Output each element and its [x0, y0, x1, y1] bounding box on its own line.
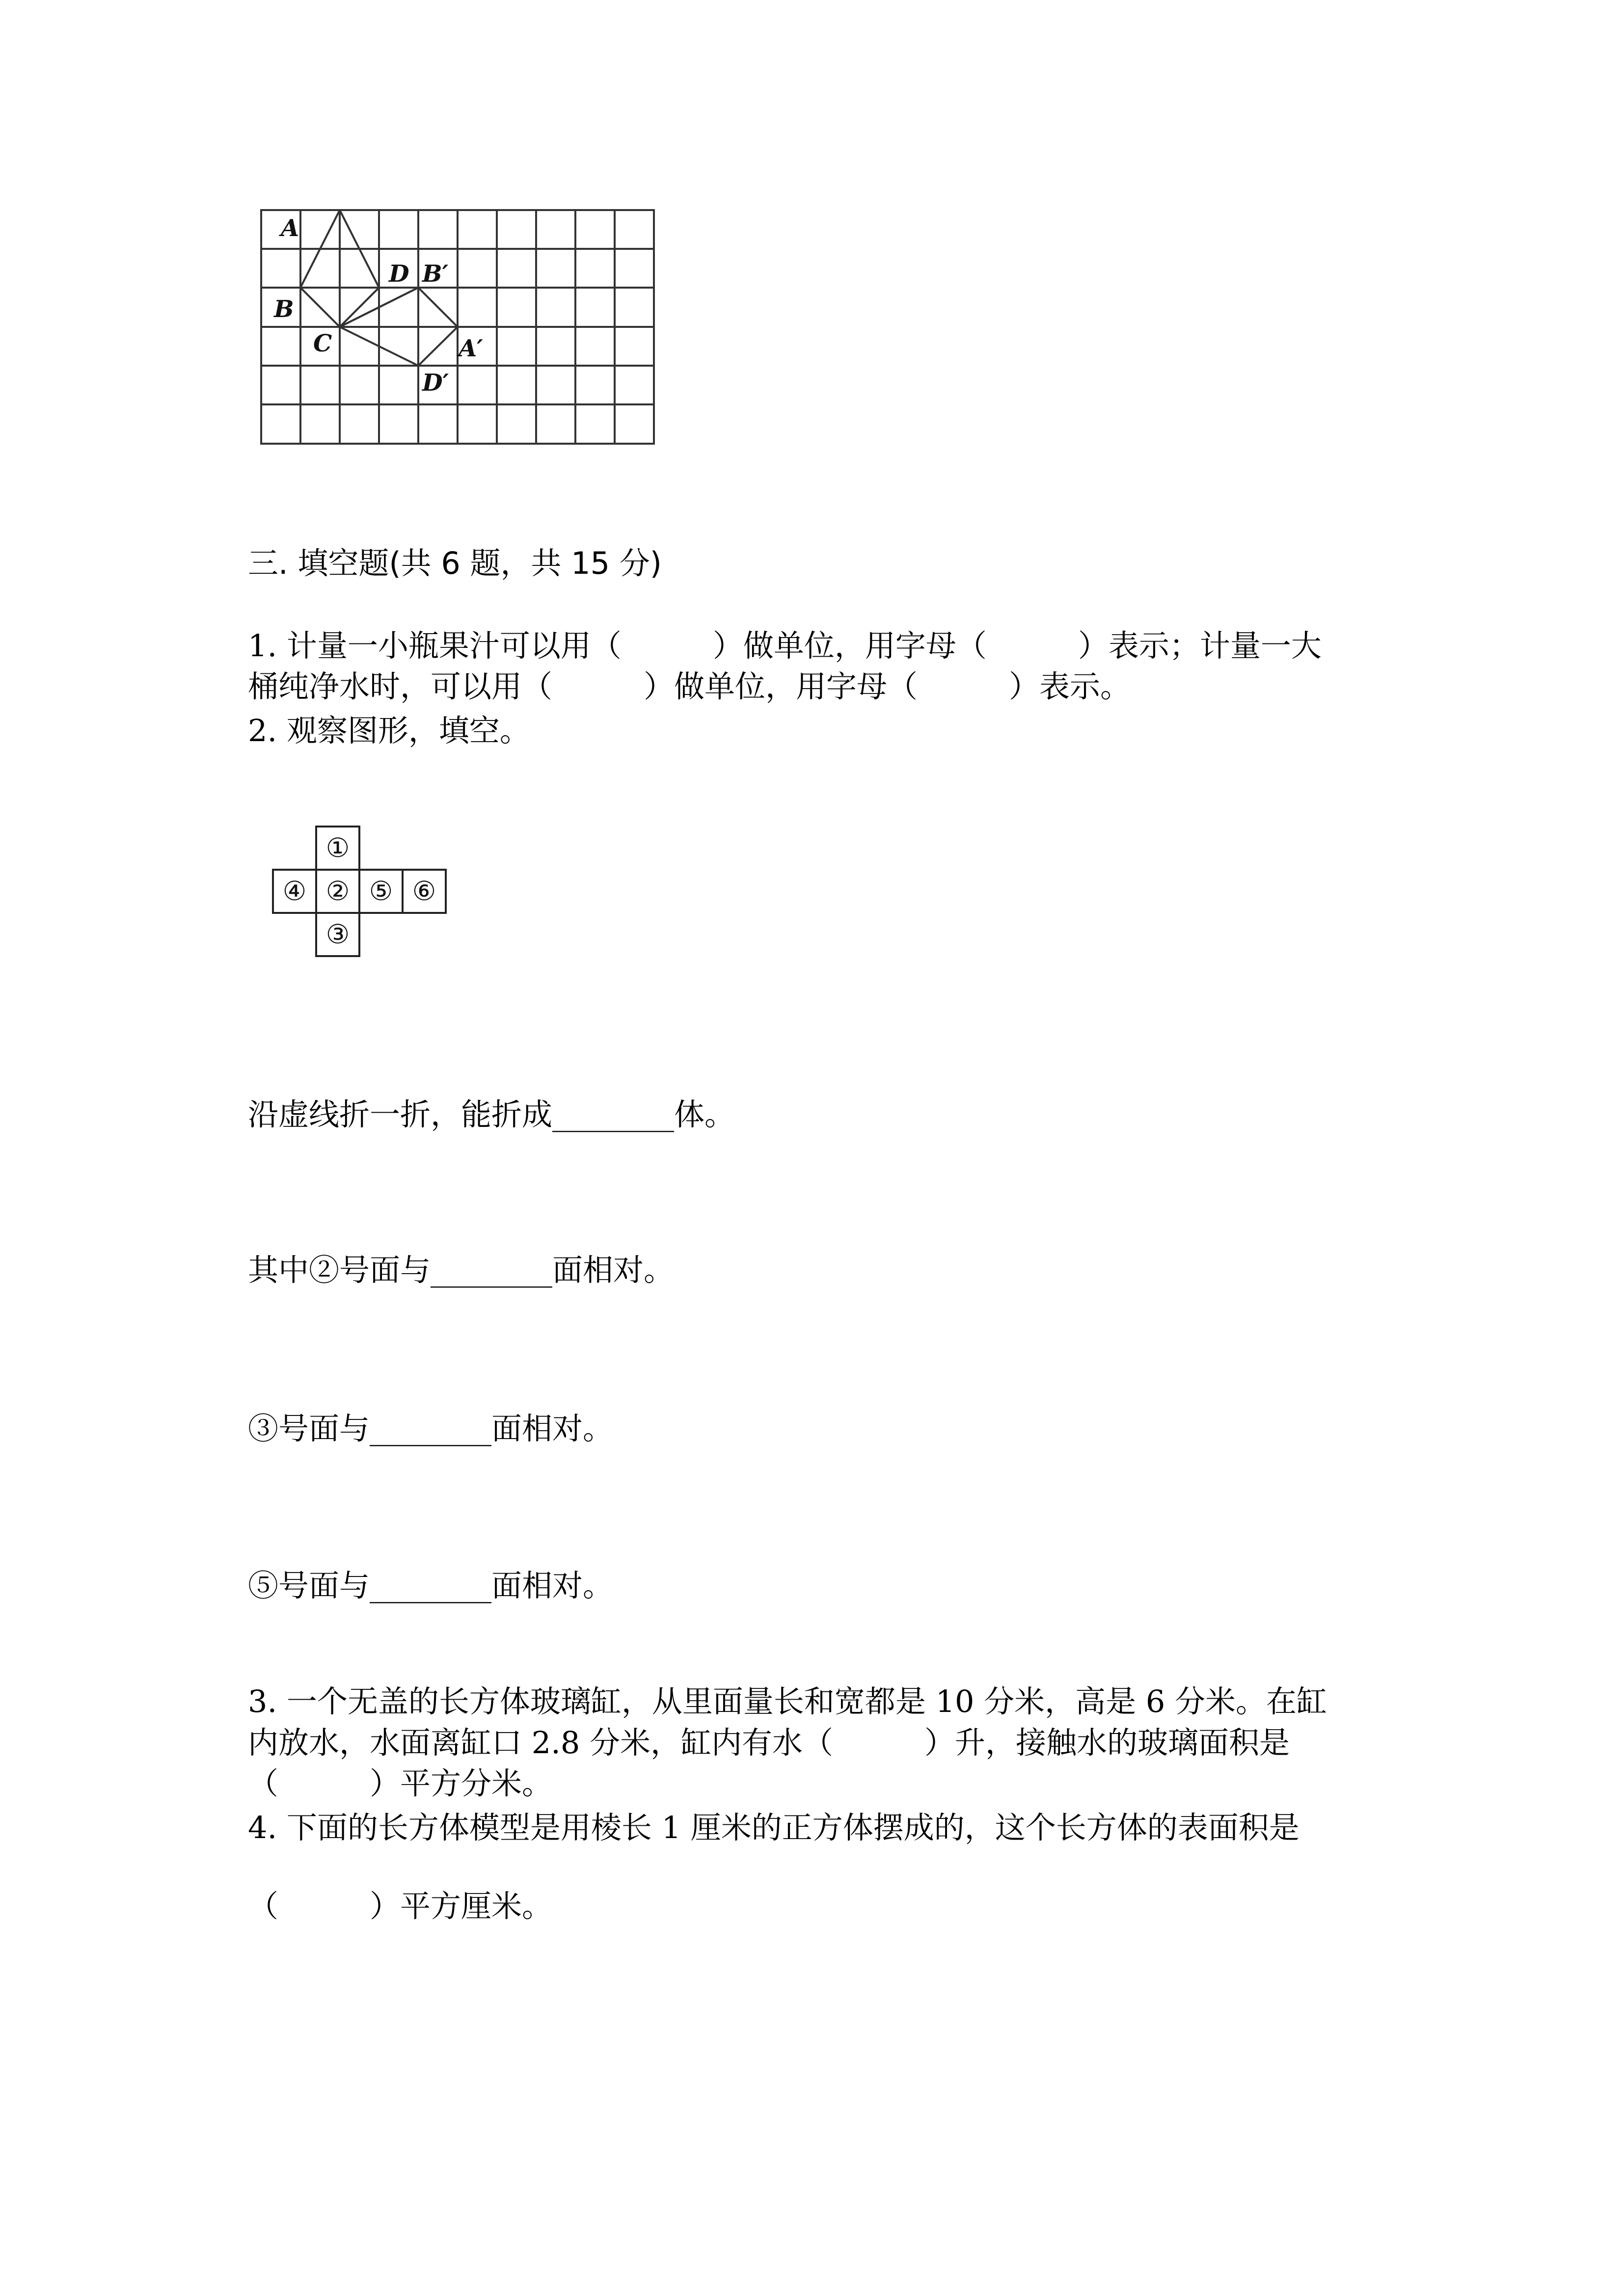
q4-line1: 4. 下面的长方体模型是用棱长 1 厘米的正方体摆成的，这个长方体的表面积是	[248, 1810, 1299, 1845]
q3-line1: 3. 一个无盖的长方体玻璃缸，从里面量长和宽都是 10 分米，高是 6 分米。在缸	[248, 1683, 1327, 1719]
q1-line1: 1. 计量一小瓶果汁可以用（ ）做单位，用字母（ ）表示；计量一大	[248, 628, 1322, 664]
net-face-3: ③	[325, 919, 350, 950]
label-b-prime: B′	[422, 260, 449, 288]
q2-fill-face5: ⑤号面与________面相对。	[248, 1568, 614, 1603]
q3-line2: 内放水，水面离缸口 2.8 分米，缸内有水（ ）升，接触水的玻璃面积是	[248, 1725, 1290, 1761]
net-face-2: ②	[325, 876, 350, 907]
label-d-prime: D′	[422, 369, 449, 397]
net-face-4: ④	[282, 876, 307, 907]
net-face-1: ①	[325, 832, 350, 863]
q4-line2: （ ）平方厘米。	[248, 1888, 553, 1924]
q2-fill-face2: 其中②号面与________面相对。	[248, 1252, 675, 1288]
q2-title: 2. 观察图形，填空。	[248, 713, 530, 748]
q2-fill-face3: ③号面与________面相对。	[248, 1411, 614, 1446]
q3-line3: （ ）平方分米。	[248, 1765, 553, 1801]
q2-fill-shape: 沿虚线折一折，能折成________体。	[248, 1096, 735, 1132]
label-d: D	[389, 260, 409, 288]
label-c: C	[313, 330, 332, 357]
label-a-prime: A′	[459, 335, 483, 362]
label-a: A	[281, 214, 299, 242]
net-face-5: ⑤	[369, 876, 393, 907]
label-b: B	[274, 295, 294, 323]
section-title: 三. 填空题(共 6 题，共 15 分)	[248, 545, 662, 581]
q1-line2: 桶纯净水时，可以用（ ）做单位，用字母（ ）表示。	[248, 668, 1131, 704]
net-face-6: ⑥	[412, 876, 436, 907]
grid-figure	[260, 209, 663, 450]
cube-net	[269, 826, 451, 1002]
